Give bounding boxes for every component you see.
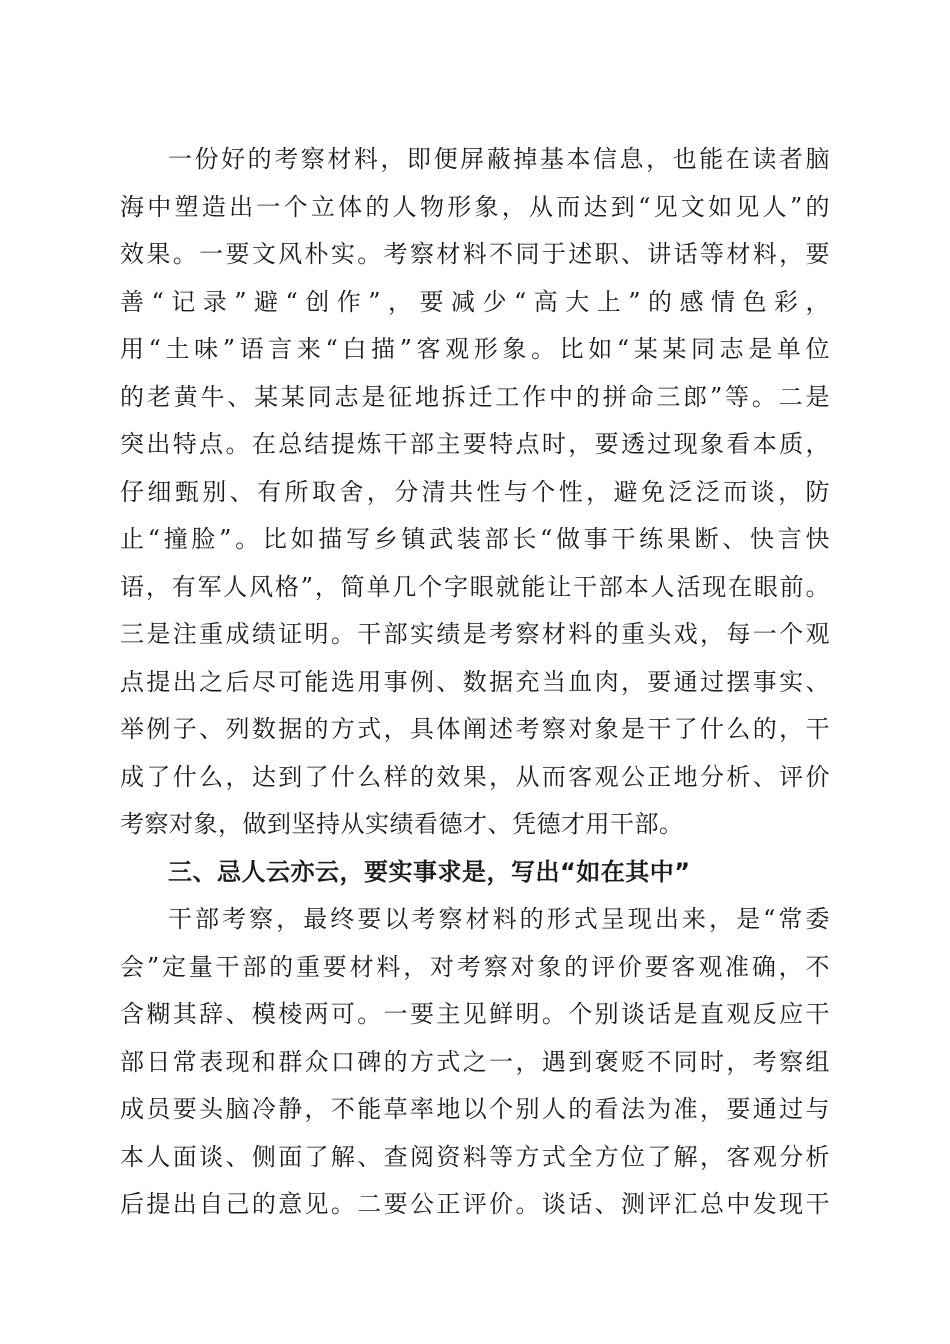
text-line: 干部考察，最终要以考察材料的形式呈现出来，是“常委 — [168, 905, 830, 933]
heading-text: 三、忌人云亦云，要实事求是，写出“如在其中” — [168, 857, 691, 886]
text-line: 语，有军人风格”，简单几个字眼就能让干部本人活现在眼前。 — [120, 572, 830, 601]
text-line: 善“记录”避“创作”，要减少“高大上”的感情色彩， — [120, 287, 830, 316]
text-line: 止“撞脸”。比如描写乡镇武装部长“做事干练果断、快言快 — [120, 525, 830, 553]
text-line: 考察对象，做到坚持从实绩看德才、凭德才用干部。 — [120, 810, 684, 838]
text-line: 成了什么，达到了什么样的效果，从而客观公正地分析、评价 — [120, 762, 830, 791]
text-line: 用“土味”语言来“白描”客观形象。比如“某某同志是单位 — [120, 335, 830, 363]
text-line: 一份好的考察材料，即便屏蔽掉基本信息，也能在读者脑 — [168, 145, 830, 173]
text-line: 举例子、列数据的方式，具体阐述考察对象是干了什么的，干 — [120, 715, 830, 743]
text-line: 突出特点。在总结提炼干部主要特点时，要透过现象看本质， — [120, 430, 830, 458]
text-line: 含糊其辞、模棱两可。一要主见鲜明。个别谈话是直观反应干 — [120, 1000, 830, 1028]
text-line: 三是注重成绩证明。干部实绩是考察材料的重头戏，每一个观 — [120, 620, 830, 648]
text-line: 仔细甄别、有所取舍，分清共性与个性，避免泛泛而谈，防 — [120, 477, 830, 506]
text-line: 效果。一要文风朴实。考察材料不同于述职、讲话等材料，要 — [120, 240, 830, 268]
text-line: 后提出自己的意见。二要公正评价。谈话、测评汇总中发现干 — [120, 1190, 830, 1218]
text-line: 本人面谈、侧面了解、查阅资料等方式全方位了解，客观分析 — [120, 1142, 830, 1171]
text-line: 的老黄牛、某某同志是征地拆迁工作中的拼命三郎”等。二是 — [120, 382, 830, 411]
section-heading — [120, 849, 830, 897]
text-line: 会”定量干部的重要材料，对考察对象的评价要客观准确，不 — [120, 952, 830, 981]
text-line: 点提出之后尽可能选用事例、数据充当血肉，要通过摆事实、 — [120, 667, 830, 696]
text-line: 海中塑造出一个立体的人物形象，从而达到“见文如见人”的 — [120, 192, 830, 221]
text-line: 部日常表现和群众口碑的方式之一，遇到褒贬不同时，考察组 — [120, 1047, 830, 1076]
paragraph-1 — [120, 136, 830, 849]
paragraph-2 — [120, 896, 830, 1229]
document-body — [120, 136, 830, 1229]
text-line: 成员要头脑冷静，不能草率地以个别人的看法为准，要通过与 — [120, 1095, 830, 1123]
